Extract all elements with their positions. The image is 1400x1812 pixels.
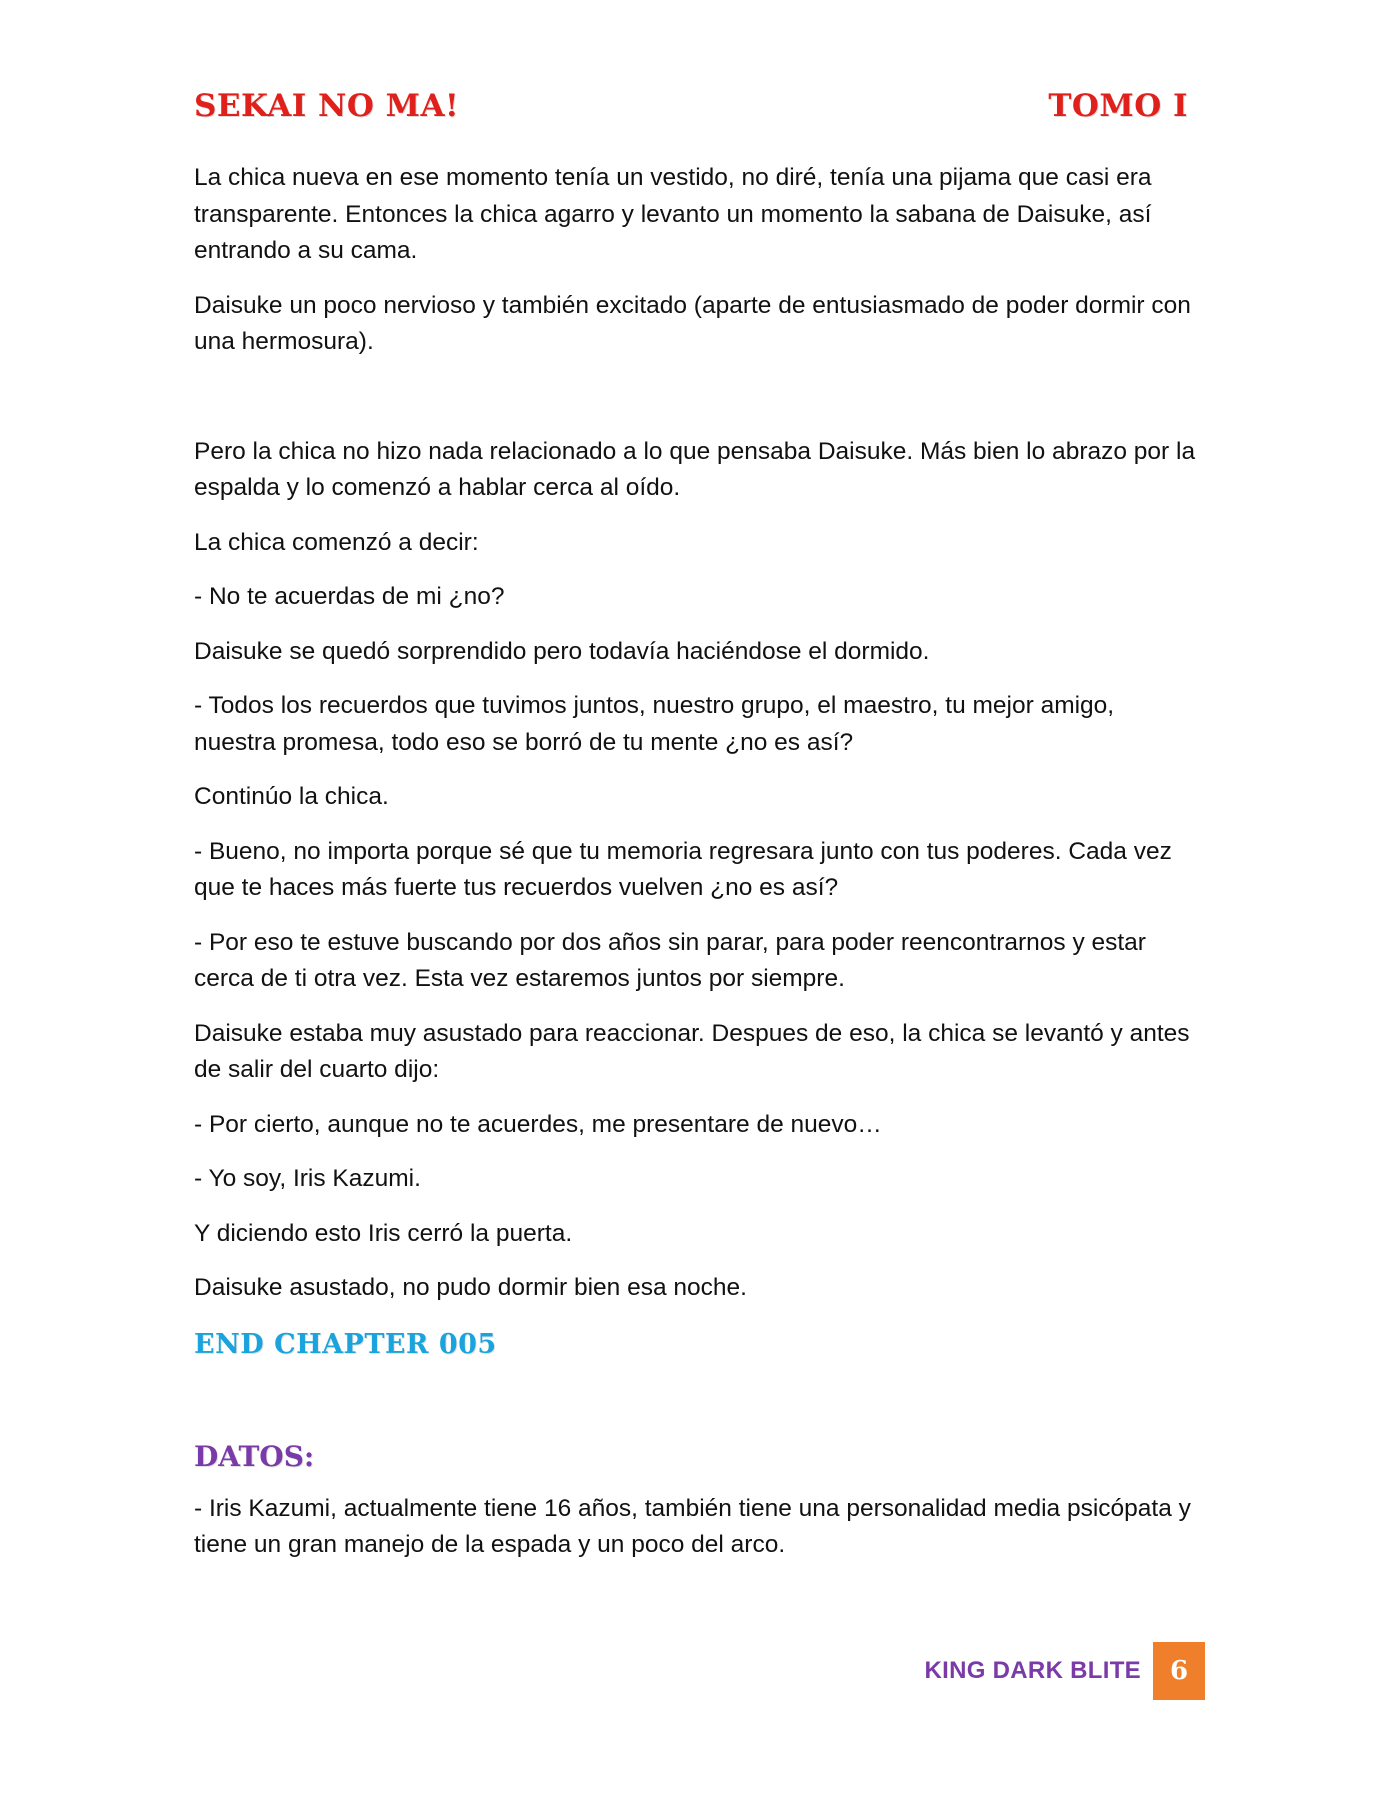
volume-title: TOMO I xyxy=(1048,88,1188,124)
paragraph: Pero la chica no hizo nada relacionado a lo que pensaba Daisuke. Más bien lo abrazo por la espalda y lo comenzó a hablar cerca al oído. xyxy=(194,437,1196,501)
dialogue-line: - No te acuerdas de mi ¿no? xyxy=(194,583,505,610)
datos-paragraph: - Iris Kazumi, actualmente tiene 16 años, también tiene una personalidad media psicópata y tiene un gran manejo de la espada y un poco del arco. xyxy=(194,1494,1191,1558)
dialogue-line: - Yo soy, Iris Kazumi. xyxy=(194,1165,421,1192)
paragraph: Daisuke un poco nervioso y también excitado (aparte de entusiasmado de poder dormir con una hermosura). xyxy=(194,291,1191,355)
dialogue-line: - Por cierto, aunque no te acuerdes, me presentare de nuevo… xyxy=(194,1110,882,1138)
blank-spacer xyxy=(194,1365,1200,1437)
paragraph: Daisuke estaba muy asustado para reaccionar. Despues de eso, la chica se levantó y antes de salir del cuarto dijo: xyxy=(194,1019,1190,1083)
series-title: SEKAI NO MA! xyxy=(194,88,460,124)
dialogue-line: - Por eso te estuve buscando por dos años sin parar, para poder reencontrarnos y estar cerca de ti otra vez. Esta vez estaremos juntos por siempre. xyxy=(194,928,1146,992)
page-header xyxy=(194,88,1188,132)
page-footer xyxy=(925,1642,1206,1700)
paragraph: Y diciendo esto Iris cerró la puerta. xyxy=(194,1219,573,1247)
page-number-badge xyxy=(1153,1642,1205,1700)
paragraph: Daisuke asustado, no pudo dormir bien esa noche. xyxy=(194,1274,747,1301)
page-number: 6 xyxy=(1169,1656,1189,1686)
paragraph: Continúo la chica. xyxy=(194,783,389,810)
dialogue-line: - Bueno, no importa porque sé que tu memoria regresara junto con tus poderes. Cada vez que te haces más fuerte tus recuerdos vuelven ¿no es así? xyxy=(194,837,1172,901)
dialogue-line: - Todos los recuerdos que tuvimos juntos, nuestro grupo, el maestro, tu mejor amigo, nuestra promesa, todo eso se borró de tu mente ¿no es así? xyxy=(194,692,1115,756)
blank-spacer xyxy=(194,379,1200,434)
chapter-end-heading: END CHAPTER 005 xyxy=(194,1328,497,1360)
document-body xyxy=(194,160,1200,1582)
paragraph: Daisuke se quedó sorprendido pero todavía haciéndose el dormido. xyxy=(194,637,930,665)
author-name: KING DARK BLITE xyxy=(924,1657,1141,1684)
paragraph: La chica comenzó a decir: xyxy=(194,528,479,556)
paragraph: La chica nueva en ese momento tenía un vestido, no diré, tenía una pijama que casi era transparente. Entonces la chica agarro y levanto un momento la sabana de Daisuke, así entrando a su cama. xyxy=(194,164,1152,264)
datos-heading: DATOS: xyxy=(194,1439,315,1473)
